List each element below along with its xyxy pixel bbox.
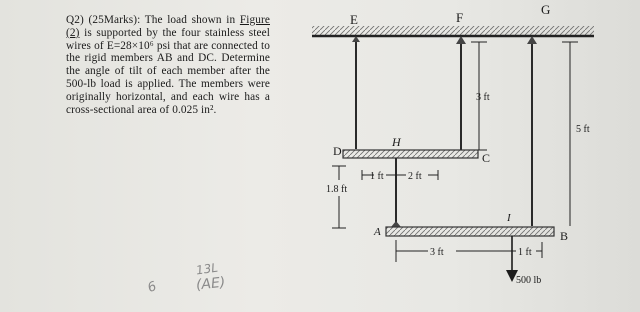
figure-reference: Figure (2)	[66, 14, 270, 39]
ceiling-support	[312, 26, 594, 36]
load-label: 500 lb	[516, 275, 542, 286]
question-body: is supported by the four stainless steel wires of E=28×10⁶ psi that are connected to the rigid members AB and DC. Determine the angle of tilt of each member after the 500-lb load is applied. The members were originally horizontal, and each wire has a cross-sectional area of 0.025 in².	[66, 26, 270, 116]
dim-drop-label: 1.8 ft	[326, 184, 348, 195]
member-AB	[386, 227, 554, 236]
dim-AB-3-label: 3 ft	[430, 247, 444, 258]
label-C: C	[482, 151, 491, 165]
handwritten-AE: (AE)	[195, 274, 227, 294]
wire-G	[527, 36, 537, 226]
label-F: F	[456, 10, 464, 25]
dim-drop	[332, 166, 346, 228]
label-E: E	[350, 12, 358, 27]
label-G: G	[541, 2, 551, 17]
member-DC	[343, 150, 478, 158]
dim-wire-G-label: 5 ft	[576, 124, 590, 135]
dim-DC-1-label: 1 ft	[370, 171, 384, 182]
handwritten-13L: 13L	[195, 260, 219, 278]
handwritten-6: 6	[145, 279, 159, 296]
label-B: B	[560, 229, 569, 243]
label-D: D	[333, 144, 342, 158]
wire-E	[352, 36, 360, 149]
wire-F	[456, 36, 466, 150]
question-header: Q2) (25Marks): The load shown in	[66, 14, 236, 26]
wire-H	[391, 158, 401, 227]
dim-AB-1-label: 1 ft	[518, 247, 532, 258]
dim-DC-2-label: 2 ft	[408, 171, 422, 182]
label-I: I	[507, 212, 511, 224]
dim-wire-F-label: 3 ft	[476, 92, 490, 103]
label-H: H	[392, 135, 401, 149]
label-A: A	[374, 226, 381, 238]
